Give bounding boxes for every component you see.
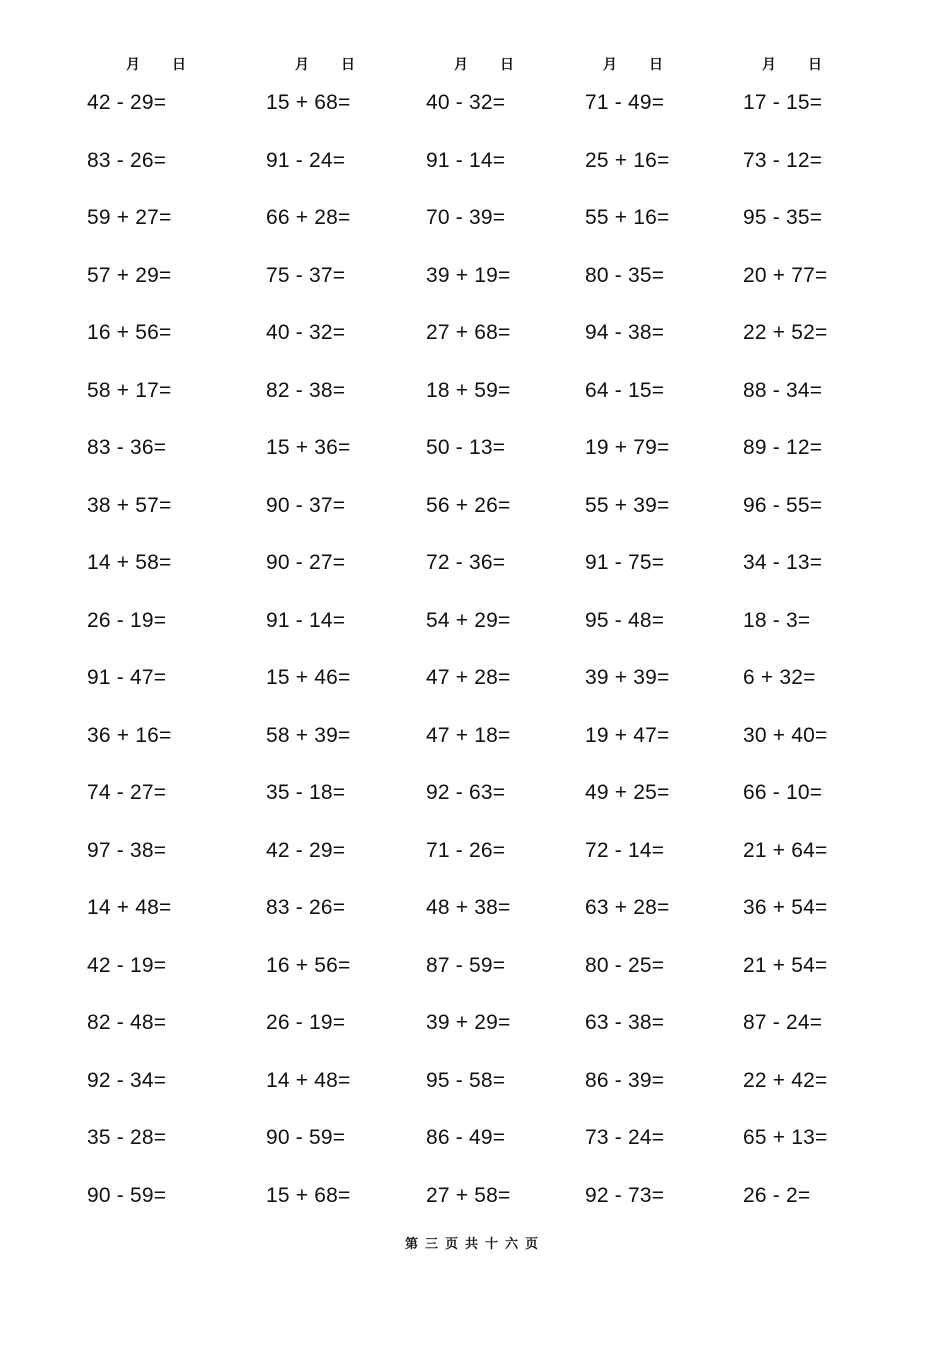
arithmetic-problem: 27 + 58=	[426, 1183, 511, 1207]
month-label: 月	[454, 57, 468, 73]
problem-row	[0, 489, 950, 523]
arithmetic-problem: 87 - 59=	[426, 953, 506, 977]
arithmetic-problem: 18 - 3=	[743, 608, 811, 632]
arithmetic-problem: 15 + 68=	[266, 91, 351, 114]
arithmetic-problem: 63 + 28=	[585, 896, 670, 919]
arithmetic-problem: 80 - 25=	[585, 953, 665, 977]
arithmetic-problem: 70 - 39=	[426, 206, 506, 229]
date-label-col-2	[295, 54, 355, 74]
arithmetic-problem: 95 - 48=	[585, 608, 665, 632]
arithmetic-problem: 40 - 32=	[426, 91, 506, 114]
arithmetic-problem: 6 + 32=	[743, 666, 816, 689]
arithmetic-problem: 90 - 27=	[266, 551, 346, 574]
arithmetic-problem: 63 - 38=	[585, 1011, 665, 1034]
arithmetic-problem: 66 + 28=	[266, 206, 351, 229]
arithmetic-problem: 34 - 13=	[743, 551, 823, 574]
arithmetic-problem: 58 + 39=	[266, 723, 351, 747]
arithmetic-problem: 91 - 14=	[426, 148, 506, 172]
arithmetic-problem: 35 - 28=	[87, 1126, 167, 1149]
problem-row	[0, 374, 950, 408]
problem-row	[0, 604, 950, 638]
day-label: 日	[808, 57, 822, 73]
date-label-col-3	[454, 54, 514, 74]
arithmetic-problem: 83 - 26=	[87, 148, 167, 172]
problem-row	[0, 1006, 950, 1040]
arithmetic-problem: 55 + 39=	[585, 493, 670, 517]
arithmetic-problem: 86 - 49=	[426, 1126, 506, 1149]
arithmetic-problem: 64 - 15=	[585, 378, 665, 402]
month-label: 月	[295, 57, 309, 73]
problem-row	[0, 776, 950, 810]
day-label: 日	[341, 57, 355, 73]
month-label: 月	[762, 57, 776, 73]
arithmetic-problem: 19 + 79=	[585, 436, 670, 459]
arithmetic-problem: 35 - 18=	[266, 781, 346, 804]
arithmetic-problem: 36 + 16=	[87, 723, 172, 747]
arithmetic-problem: 39 + 39=	[585, 666, 670, 689]
arithmetic-problem: 72 - 36=	[426, 551, 506, 574]
arithmetic-problem: 66 - 10=	[743, 781, 823, 804]
arithmetic-problem: 82 - 38=	[266, 378, 346, 402]
arithmetic-problem: 36 + 54=	[743, 896, 828, 919]
date-header-row	[0, 54, 950, 78]
arithmetic-problem: 14 + 48=	[266, 1068, 351, 1092]
arithmetic-problem: 82 - 48=	[87, 1011, 167, 1034]
problem-row	[0, 1179, 950, 1213]
arithmetic-problem: 54 + 29=	[426, 608, 511, 632]
arithmetic-problem: 59 + 27=	[87, 206, 172, 229]
arithmetic-problem: 83 - 36=	[87, 436, 167, 459]
arithmetic-problem: 94 - 38=	[585, 321, 665, 344]
problem-row	[0, 144, 950, 178]
date-label-col-4	[603, 54, 663, 74]
arithmetic-problem: 47 + 18=	[426, 723, 511, 747]
arithmetic-problem: 83 - 26=	[266, 896, 346, 919]
arithmetic-problem: 92 - 63=	[426, 781, 506, 804]
arithmetic-problem: 30 + 40=	[743, 723, 828, 747]
arithmetic-problem: 15 + 36=	[266, 436, 351, 459]
arithmetic-problem: 26 - 19=	[266, 1011, 346, 1034]
day-label: 日	[172, 57, 186, 73]
arithmetic-problem: 15 + 46=	[266, 666, 351, 689]
arithmetic-problem: 91 - 14=	[266, 608, 346, 632]
arithmetic-problem: 90 - 59=	[87, 1183, 167, 1207]
problem-row	[0, 1064, 950, 1098]
arithmetic-problem: 95 - 35=	[743, 206, 823, 229]
arithmetic-problem: 88 - 34=	[743, 378, 823, 402]
arithmetic-problem: 92 - 73=	[585, 1183, 665, 1207]
arithmetic-problem: 42 - 29=	[266, 838, 346, 862]
arithmetic-problem: 26 - 2=	[743, 1183, 811, 1207]
arithmetic-problem: 92 - 34=	[87, 1068, 167, 1092]
problem-row	[0, 1121, 950, 1155]
arithmetic-problem: 73 - 12=	[743, 148, 823, 172]
arithmetic-problem: 96 - 55=	[743, 493, 823, 517]
arithmetic-problem: 58 + 17=	[87, 378, 172, 402]
arithmetic-problem: 19 + 47=	[585, 723, 670, 747]
arithmetic-problem: 17 - 15=	[743, 91, 823, 114]
arithmetic-problem: 14 + 58=	[87, 551, 172, 574]
arithmetic-problem: 87 - 24=	[743, 1011, 823, 1034]
problem-row	[0, 834, 950, 868]
arithmetic-problem: 21 + 64=	[743, 838, 828, 862]
arithmetic-problem: 18 + 59=	[426, 378, 511, 402]
arithmetic-problem: 48 + 38=	[426, 896, 511, 919]
arithmetic-problem: 74 - 27=	[87, 781, 167, 804]
arithmetic-problem: 57 + 29=	[87, 263, 172, 287]
arithmetic-problem: 55 + 16=	[585, 206, 670, 229]
arithmetic-problem: 71 - 49=	[585, 91, 665, 114]
arithmetic-problem: 90 - 37=	[266, 493, 346, 517]
arithmetic-problem: 49 + 25=	[585, 781, 670, 804]
arithmetic-problem: 97 - 38=	[87, 838, 167, 862]
problem-row	[0, 661, 950, 695]
arithmetic-problem: 47 + 28=	[426, 666, 511, 689]
arithmetic-problem: 73 - 24=	[585, 1126, 665, 1149]
problem-row	[0, 431, 950, 465]
arithmetic-problem: 27 + 68=	[426, 321, 511, 344]
problem-row	[0, 316, 950, 350]
arithmetic-problem: 22 + 42=	[743, 1068, 828, 1092]
problem-row	[0, 719, 950, 753]
arithmetic-problem: 16 + 56=	[87, 321, 172, 344]
problem-row	[0, 546, 950, 580]
arithmetic-problem: 95 - 58=	[426, 1068, 506, 1092]
date-label-col-1	[126, 54, 186, 74]
arithmetic-problem: 42 - 19=	[87, 953, 167, 977]
problem-row	[0, 891, 950, 925]
arithmetic-problem: 75 - 37=	[266, 263, 346, 287]
arithmetic-problem: 39 + 29=	[426, 1011, 511, 1034]
arithmetic-problem: 25 + 16=	[585, 148, 670, 172]
month-label: 月	[603, 57, 617, 73]
arithmetic-problem: 89 - 12=	[743, 436, 823, 459]
arithmetic-problem: 91 - 75=	[585, 551, 665, 574]
problem-row	[0, 259, 950, 293]
arithmetic-problem: 91 - 24=	[266, 148, 346, 172]
date-label-col-5	[762, 54, 822, 74]
arithmetic-problem: 42 - 29=	[87, 91, 167, 114]
problem-row	[0, 949, 950, 983]
arithmetic-problem: 86 - 39=	[585, 1068, 665, 1092]
arithmetic-problem: 16 + 56=	[266, 953, 351, 977]
arithmetic-problem: 22 + 52=	[743, 321, 828, 344]
arithmetic-problem: 14 + 48=	[87, 896, 172, 919]
month-label: 月	[126, 57, 140, 73]
arithmetic-problem: 40 - 32=	[266, 321, 346, 344]
arithmetic-problem: 39 + 19=	[426, 263, 511, 287]
arithmetic-problem: 56 + 26=	[426, 493, 511, 517]
arithmetic-problem: 71 - 26=	[426, 838, 506, 862]
arithmetic-problem: 38 + 57=	[87, 493, 172, 517]
arithmetic-problem: 72 - 14=	[585, 838, 665, 862]
day-label: 日	[500, 57, 514, 73]
arithmetic-problem: 20 + 77=	[743, 263, 828, 287]
arithmetic-problem: 80 - 35=	[585, 263, 665, 287]
arithmetic-problem: 65 + 13=	[743, 1126, 828, 1149]
arithmetic-problem: 90 - 59=	[266, 1126, 346, 1149]
arithmetic-problem: 21 + 54=	[743, 953, 828, 977]
arithmetic-problem: 15 + 68=	[266, 1183, 351, 1207]
arithmetic-problem: 26 - 19=	[87, 608, 167, 632]
arithmetic-problem: 91 - 47=	[87, 666, 167, 689]
problem-row	[0, 86, 950, 120]
arithmetic-problem: 50 - 13=	[426, 436, 506, 459]
problem-row	[0, 201, 950, 235]
day-label: 日	[649, 57, 663, 73]
page-footer: 第三页共十六页	[404, 1237, 545, 1252]
